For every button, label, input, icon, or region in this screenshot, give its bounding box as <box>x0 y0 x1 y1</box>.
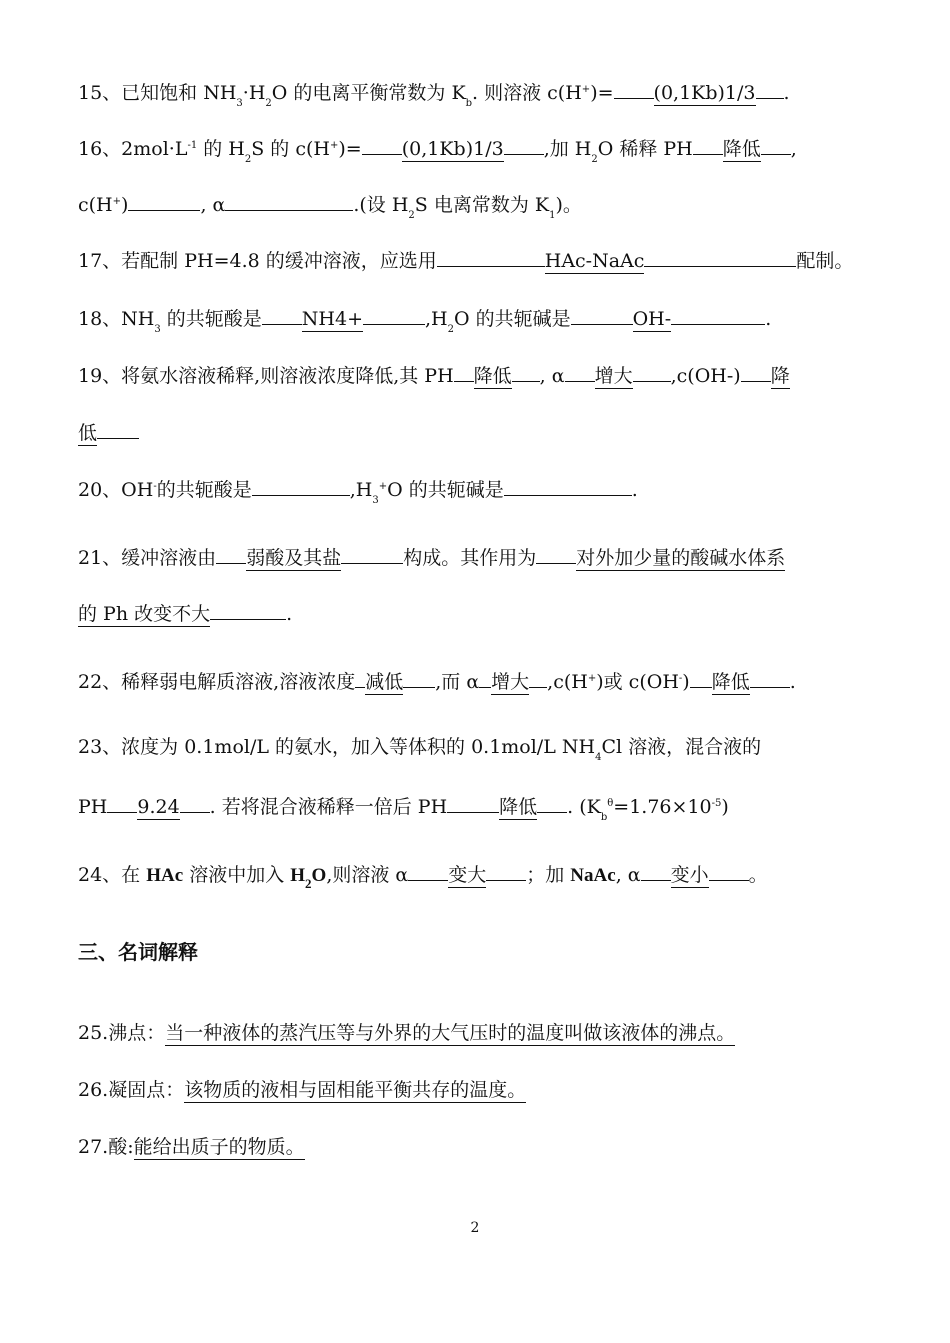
answer-blank <box>671 304 765 325</box>
answer-q19-3a: 降 <box>770 365 790 387</box>
answer-blank <box>454 361 474 382</box>
answer-blank <box>693 134 723 155</box>
answer-q25: 当一种液体的蒸汽压等与外界的大气压时的温度叫做该液体的沸点。 <box>165 1022 736 1044</box>
answer-blank <box>709 860 749 881</box>
answer-blank <box>512 361 540 382</box>
answer-q18-1: NH4+ <box>301 308 363 330</box>
question-15: 15、已知饱和 $NH_3\cdot H_2O$ 的电离平衡常数为 $K_b$. 则溶液 c(H+)= (0,1Kb)1/3 . <box>78 78 874 116</box>
answer-blank <box>614 78 654 99</box>
answer-blank <box>447 792 499 813</box>
answer-q21-2b: 的 Ph 改变不大 <box>78 603 211 625</box>
answer-blank <box>644 246 796 267</box>
question-20: 20、OH-的共轭酸是 $,H_3^+O$ 的共轭碱是 . <box>78 475 874 513</box>
answer-q19-1: 降低 <box>473 365 512 387</box>
answer-blank <box>355 667 365 688</box>
answer-blank <box>408 860 448 881</box>
answer-q22-1: 减低 <box>365 671 404 693</box>
answer-blank <box>741 361 771 382</box>
answer-blank <box>633 361 671 382</box>
answer-blank <box>403 667 435 688</box>
answer-blank <box>571 304 633 325</box>
answer-blank <box>641 860 671 881</box>
answer-q21-1: 弱酸及其盐 <box>246 547 342 569</box>
answer-q19-3b: 低 <box>78 422 98 444</box>
question-24: 24、在 HAc 溶液中加入 $H_2O$,则溶液 α 变大 ；加 NaAc, α 变小 。 <box>78 860 874 896</box>
answer-q27: 能给出质子的物质。 <box>133 1136 305 1158</box>
answer-blank <box>107 792 137 813</box>
answer-blank <box>362 134 402 155</box>
question-26: 26.凝固点：该物质的液相与固相能平衡共存的温度。 <box>78 1079 527 1101</box>
page-number: 2 <box>470 1220 480 1236</box>
answer-blank <box>216 543 246 564</box>
question-22: 22、稀释弱电解质溶液,溶液浓度 减低 ,而 α 增大 ,c(H+)或 c(OH-) 降低 . <box>78 667 874 694</box>
answer-q19-2: 增大 <box>594 365 633 387</box>
question-23-continued: PH 9.24 . 若将混合液稀释一倍后 PH 降低 . $(K_b^\theta=1.76\times 10^{-5})$ <box>78 792 874 830</box>
question-19-continued <box>78 418 874 445</box>
question-18: 18、$NH_3$ 的共轭酸是 $NH4+ ,H_2O$ 的共轭碱是 OH- . <box>78 304 874 342</box>
answer-blank <box>756 78 784 99</box>
answer-blank <box>750 667 790 688</box>
answer-blank <box>504 134 544 155</box>
answer-q24-2: 变小 <box>670 864 709 886</box>
answer-blank <box>536 543 576 564</box>
answer-blank <box>341 543 403 564</box>
section-heading: 三、名词解释 <box>78 940 198 964</box>
answer-q15: (0,1Kb)1/3 <box>653 82 756 104</box>
answer-blank <box>537 792 567 813</box>
answer-q16-1: (0,1Kb)1/3 <box>401 138 504 160</box>
answer-blank <box>128 190 200 211</box>
answer-q16-2: 降低 <box>722 138 761 160</box>
answer-blank <box>565 361 595 382</box>
answer-q17: HAc-NaAc <box>544 250 645 272</box>
question-25: 25.沸点：当一种液体的蒸汽压等与外界的大气压时的温度叫做该液体的沸点。 <box>78 1022 736 1044</box>
answer-blank <box>690 667 712 688</box>
answer-q23-1: 9.24 <box>137 796 180 818</box>
answer-blank <box>225 190 353 211</box>
question-27: 27.酸:能给出质子的物质。 <box>78 1136 305 1158</box>
question-17: 17、若配制 PH=4.8 的缓冲溶液，应选用 HAc-NaAc 配制。 <box>78 246 874 273</box>
answer-q22-2: 增大 <box>491 671 530 693</box>
question-21-continued: 的 Ph 改变不大 . <box>78 599 874 626</box>
question-16-continued: c(H+) , α .(设 $H_2S$ 电离常数为 $K_1$)。 <box>78 190 874 228</box>
answer-blank <box>504 475 632 496</box>
answer-q26: 该物质的液相与固相能平衡共存的温度。 <box>184 1079 527 1101</box>
answer-blank <box>210 599 286 620</box>
answer-blank <box>252 475 350 496</box>
answer-blank <box>486 860 526 881</box>
answer-blank <box>262 304 302 325</box>
question-19: 19、将氨水溶液稀释,则溶液浓度降低,其 PH 降低 , α 增大 ,c(OH-) 降 <box>78 361 874 388</box>
question-21: 21、缓冲溶液由 弱酸及其盐 构成。其作用为 对外加少量的酸碱水体系 <box>78 543 874 570</box>
answer-blank <box>437 246 545 267</box>
answer-q22-3: 降低 <box>711 671 750 693</box>
answer-blank <box>761 134 791 155</box>
answer-blank <box>529 667 547 688</box>
answer-blank <box>180 792 210 813</box>
question-16: 16、$2mol\cdot L^{-1}$ 的 $H_2S$ 的 c(H+)= (0,1Kb)1/3 ,加 $H_2O$ 稀释 PH 降低 , <box>78 134 874 172</box>
answer-q18-2: OH- <box>632 308 672 330</box>
question-23: 23、浓度为 0.1mol/L 的氨水，加入等体积的 0.1mol/L $NH_4Cl$ 溶液，混合液的 <box>78 736 762 763</box>
answer-blank <box>97 418 139 439</box>
answer-q21-2a: 对外加少量的酸碱水体系 <box>576 547 786 569</box>
answer-q23-2: 降低 <box>499 796 538 818</box>
answer-q24-1: 变大 <box>448 864 487 886</box>
answer-blank <box>363 304 425 325</box>
answer-blank <box>479 667 491 688</box>
